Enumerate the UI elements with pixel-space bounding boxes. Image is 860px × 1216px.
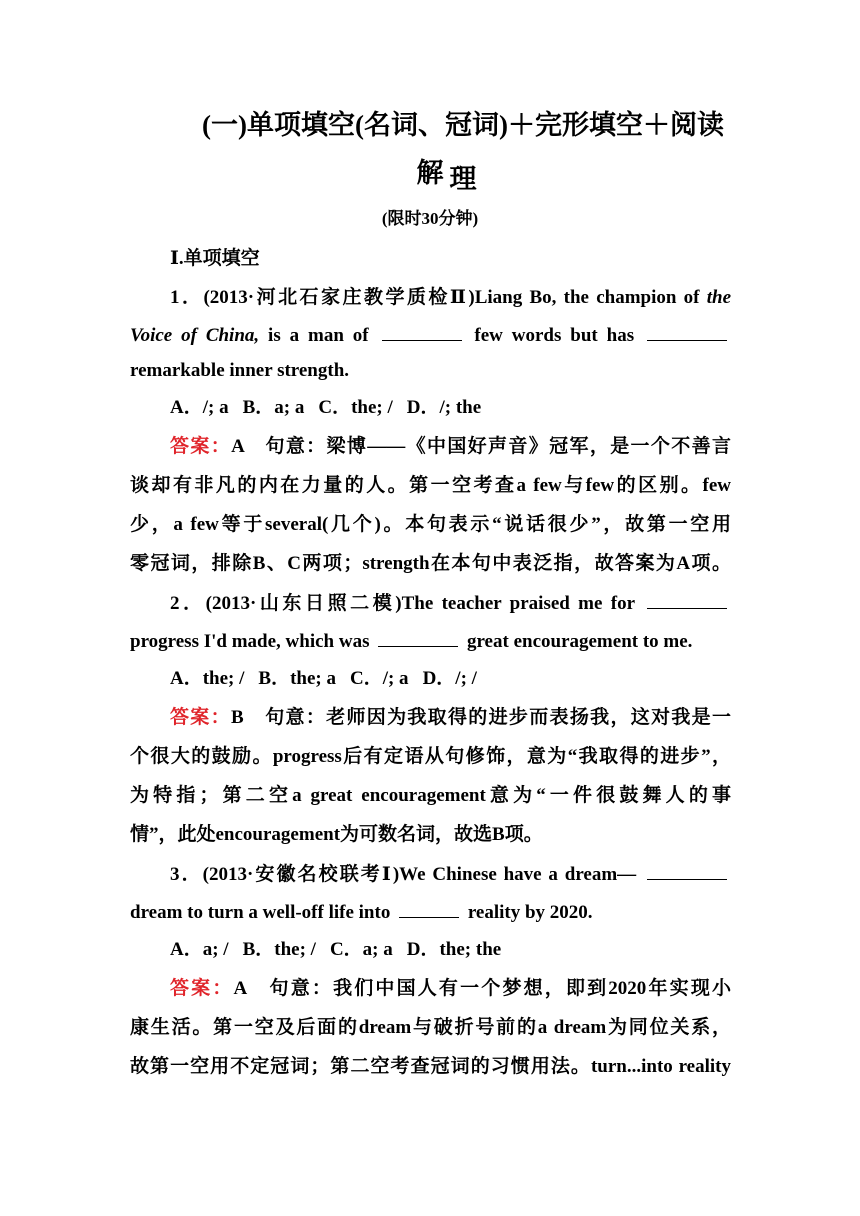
- q1-text: 1．(2013·河北石家庄教学质检Ⅱ)Liang Bo, the champion of: [170, 287, 707, 308]
- answer-3-line-2: 康生活。第一空及后面的dream与破折号前的a dream为同位关系，: [130, 1017, 731, 1038]
- option-a: A．a; /: [170, 939, 229, 960]
- question-1-line-3: remarkable inner strength.: [130, 360, 350, 381]
- answer-text: A 句意：我们中国人有一个梦想，即到2020年实现小: [233, 978, 731, 999]
- q1-italic: the: [706, 287, 731, 308]
- question-2-line-2: [130, 623, 731, 661]
- answer-1-line-1: [130, 428, 731, 466]
- answer-blank: [647, 320, 727, 341]
- section-heading: Ⅰ.单项填空: [170, 248, 260, 269]
- option-c: C．the; /: [318, 397, 393, 418]
- question-3-line-2: [130, 894, 731, 932]
- q2-text: 2．(2013·山东日照二模)The teacher praised me for: [170, 593, 643, 614]
- answer-blank: [378, 626, 458, 647]
- option-b: B．a; a: [242, 397, 305, 418]
- answer-blank: [647, 859, 727, 880]
- option-c: C．/; a: [349, 668, 409, 689]
- answer-3-line-1: [130, 970, 731, 1008]
- option-d: D．the; the: [406, 939, 502, 960]
- q3-text-3: reality by 2020.: [463, 902, 593, 923]
- page-title-continued: 解: [416, 158, 444, 188]
- question-3-line-1: [130, 856, 731, 894]
- answer-2-line-2: 个很大的鼓励。progress后有定语从句修饰，意为“我取得的进步”，: [130, 746, 731, 767]
- question-1-line-1: [130, 279, 731, 317]
- question-1-line-2: [130, 317, 731, 355]
- q2-text-3: great encouragement to me.: [462, 631, 693, 652]
- q3-text: 3．(2013·安徽名校联考Ⅰ)We Chinese have a dream—: [170, 864, 643, 885]
- q3-text-2: dream to turn a well-off life into: [130, 902, 396, 923]
- answer-1-line-4: 零冠词，排除B、C两项；strength在本句中表泛指，故答案为A项。: [130, 553, 731, 574]
- page-title: (一)单项填空(名词、冠词)＋完形填空＋阅读理: [202, 110, 724, 194]
- q1-text-3: few words but has: [465, 325, 643, 346]
- answer-1-line-2: 谈却有非凡的内在力量的人。第一空考查a few与few的区别。few: [130, 475, 731, 496]
- question-2-line-1: [130, 585, 731, 623]
- answer-blank: [399, 897, 459, 918]
- question-1-options: [130, 389, 731, 427]
- option-d: D．/; the: [406, 397, 482, 418]
- option-b: B．the; a: [258, 668, 336, 689]
- q1-italic-2: Voice of China,: [130, 325, 260, 346]
- answer-2-line-4: 情”，此处encouragement为可数名词，故选B项。: [130, 824, 543, 845]
- option-b: B．the; /: [242, 939, 316, 960]
- answer-2-line-3: 为特指；第二空a great encouragement意为“一件很鼓舞人的事: [130, 785, 731, 806]
- q1-text-2: is a man of: [259, 325, 378, 346]
- answer-blank: [382, 320, 462, 341]
- option-c: C．a; a: [329, 939, 393, 960]
- answer-text: A 句意：梁博——《中国好声音》冠军，是一个不善言: [231, 436, 731, 457]
- option-a: A．the; /: [170, 668, 245, 689]
- answer-label: 答案：: [170, 978, 234, 999]
- question-3-options: [130, 931, 731, 969]
- option-d: D．/; /: [422, 668, 477, 689]
- answer-blank: [647, 588, 727, 609]
- time-limit: (限时30分钟): [381, 209, 479, 228]
- answer-3-line-3: 故第一空用不定冠词；第二空考查冠词的习惯用法。turn...into reality: [130, 1056, 731, 1077]
- option-a: A．/; a: [170, 397, 229, 418]
- answer-label: 答案：: [170, 436, 232, 457]
- question-2-options: [130, 660, 731, 698]
- answer-1-line-3: 少，a few等于several(几个)。本句表示“说话很少”，故第一空用: [130, 514, 731, 535]
- answer-text: B 句意：老师因为我取得的进步而表扬我，这对我是一: [230, 707, 731, 728]
- answer-2-line-1: [130, 699, 731, 737]
- answer-label: 答案：: [170, 707, 231, 728]
- q2-text-2: progress I'd made, which was: [130, 631, 375, 652]
